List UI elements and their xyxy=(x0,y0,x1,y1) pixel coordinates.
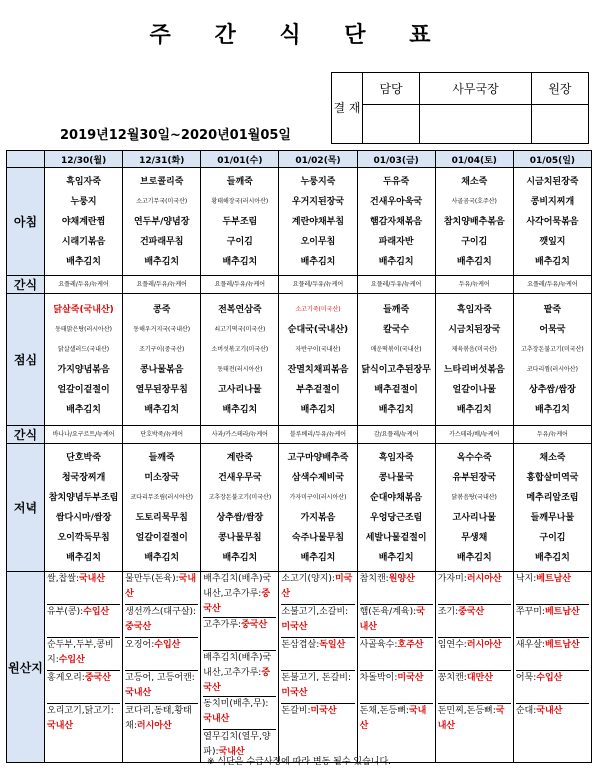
menu-item: 고사리나물 xyxy=(218,384,262,395)
menu-item: 청국장찌개 xyxy=(61,472,106,483)
menu-item: 계란죽 xyxy=(226,452,253,463)
origin-name: 사골육수: xyxy=(359,640,398,650)
menu-item: 배추김치 xyxy=(222,256,258,267)
menu-item: 메추리알조림 xyxy=(526,492,579,503)
menu-cell xyxy=(357,168,435,276)
origin-name: 쭈꾸미: xyxy=(515,607,545,617)
origin-country: 대만산 xyxy=(466,673,493,683)
approval-role: 담당 xyxy=(363,73,420,105)
snack-cell: 블루베리/두유/뉴케어 xyxy=(279,426,357,444)
origin-name: 고등어, 고등어캔: xyxy=(125,673,195,683)
menu-item: 두유죽 xyxy=(383,176,410,187)
menu-item: 동태전(러시아산) xyxy=(217,365,263,373)
origin-name: 낙지: xyxy=(515,574,537,584)
origin-item xyxy=(281,572,354,605)
origin-name: 돈불고기, 돈갈비: xyxy=(281,673,352,683)
menu-item: 배추김치 xyxy=(222,404,258,415)
menu-item: 고추장돈불고기(미국산) xyxy=(208,493,272,501)
origin-country: 국내산 xyxy=(536,706,563,716)
origin-country: 러시아산 xyxy=(136,721,172,731)
origin-cell xyxy=(435,572,513,763)
approval-label: 결 재 xyxy=(332,73,363,144)
menu-item: 콩나물국 xyxy=(378,472,414,483)
menu-item: 상추쌈/쌈장 xyxy=(216,512,264,523)
menu-item: 조기구이(중국산) xyxy=(139,345,185,353)
menu-item: 동태맑은탕(러시아산) xyxy=(55,325,112,333)
origin-country: 수입산 xyxy=(83,607,110,617)
menu-item: 가지볶음 xyxy=(300,512,336,523)
menu-item: 우거지된장국 xyxy=(291,196,345,207)
menu-item: 우엉당근조림 xyxy=(370,512,423,523)
origin-name: 돈채,돈등뼈: xyxy=(359,706,409,716)
menu-item: 채소죽 xyxy=(539,452,566,463)
menu-item: 쇠고기떡국(미국산) xyxy=(214,325,266,333)
menu-item: 배추김치 xyxy=(222,552,258,563)
origin-cell xyxy=(279,572,357,763)
page-title: 주 간 식 단 표 xyxy=(149,23,449,48)
menu-item: 누룽지죽 xyxy=(300,176,336,187)
origin-name: 열무김치(열무,양파): xyxy=(203,732,271,757)
menu-cell xyxy=(45,168,123,276)
origin-item xyxy=(203,572,276,618)
menu-item: 홍합살미역국 xyxy=(526,472,579,483)
origin-item xyxy=(203,618,276,651)
origin-item xyxy=(438,671,511,704)
menu-item: 배추김치 xyxy=(144,404,180,415)
origin-name: 임연수: xyxy=(437,640,467,650)
origin-country: 베트남산 xyxy=(544,640,580,650)
snack-cell: 요플레/두유/뉴케어 xyxy=(201,276,279,294)
menu-item: 순대국(국내산) xyxy=(287,324,349,335)
origin-name: 돈갈비: xyxy=(281,706,311,716)
origin-name: 홍게오리: xyxy=(47,673,85,683)
origin-name: 가자미: xyxy=(437,574,467,584)
menu-item: 미소장국 xyxy=(144,472,180,483)
row-label-breakfast: 아침 xyxy=(7,168,45,276)
menu-item: 상추쌈/쌈장 xyxy=(529,384,576,395)
day-header: 12/31(화) xyxy=(123,151,201,168)
menu-item: 전복연삼죽 xyxy=(218,304,262,315)
origin-name: 순대: xyxy=(515,706,537,716)
menu-item: 오이무침 xyxy=(300,236,336,247)
menu-cell xyxy=(435,444,513,572)
menu-item: 햄감자채볶음 xyxy=(370,216,423,227)
origin-name: 햄(돈육/계육): xyxy=(359,607,417,617)
menu-item: 시래기볶음 xyxy=(61,236,106,247)
origin-name: 조기: xyxy=(437,607,459,617)
menu-item: 배추김치 xyxy=(300,256,336,267)
menu-item: 얼갈이나물 xyxy=(452,384,497,395)
menu-item: 가자미구이(러시아산) xyxy=(289,493,347,501)
menu-item: 고구마양배추죽 xyxy=(287,452,349,463)
origin-name: 배추김치(배추)국내산,고추가루: xyxy=(203,574,272,599)
origin-item xyxy=(360,605,433,638)
origin-item xyxy=(125,704,198,736)
menu-item: 건파래무침 xyxy=(139,236,184,247)
menu-cell xyxy=(435,294,513,426)
menu-item: 코다리찜(러시아산) xyxy=(526,365,578,373)
origin-country: 미국산 xyxy=(281,574,353,599)
snack-cell: 바나나/요구르트/뉴케어 xyxy=(45,426,123,444)
origin-item xyxy=(203,651,276,697)
menu-cell xyxy=(45,444,123,572)
origin-country: 국내산 xyxy=(125,574,197,599)
origin-item xyxy=(281,671,354,704)
origin-country: 국내산 xyxy=(359,607,425,632)
menu-item: 두부조림 xyxy=(222,216,258,227)
menu-cell xyxy=(513,294,591,426)
origin-item xyxy=(125,605,198,638)
menu-item: 흑임자죽 xyxy=(66,176,101,187)
menu-item: 시금치된장죽 xyxy=(526,176,579,187)
origin-name: 꽁치캔: xyxy=(437,673,467,683)
snack-cell: 요플레/두유/뉴케어 xyxy=(279,276,357,294)
origin-country: 국내산 xyxy=(203,714,230,724)
origin-item xyxy=(360,638,433,671)
origin-item xyxy=(516,638,589,671)
menu-cell xyxy=(123,444,201,572)
origin-name: 배추김치(배추)국내산,고추가루: xyxy=(203,653,272,678)
menu-item: 사골곰국(호주산) xyxy=(451,197,497,205)
day-header: 12/30(월) xyxy=(45,151,123,168)
origin-name: 순두부,두부,콩비지: xyxy=(47,640,114,665)
menu-item: 건새우무국 xyxy=(218,472,262,483)
origin-cell xyxy=(201,572,279,763)
origin-country: 국내산 xyxy=(437,706,505,731)
menu-item: 자반구이(국내산) xyxy=(295,345,341,353)
origin-item xyxy=(438,704,511,736)
origin-item xyxy=(281,704,354,736)
menu-item: 배추김치 xyxy=(66,256,101,267)
origin-item xyxy=(125,638,198,671)
menu-item: 구이김 xyxy=(461,236,488,247)
approval-sign-cell[interactable] xyxy=(363,105,420,144)
menu-item: 부추겉절이 xyxy=(296,384,340,395)
origin-name: 물만두(돈육): xyxy=(125,574,179,584)
origin-country: 미국산 xyxy=(281,688,308,698)
menu-item: 구이김 xyxy=(539,532,566,543)
menu-item: 들깨무나물 xyxy=(530,512,575,523)
origin-country: 독일산 xyxy=(319,640,346,650)
menu-item: 배추김치 xyxy=(456,552,492,563)
origin-country: 중국산 xyxy=(203,668,271,693)
menu-item: 무생채 xyxy=(461,532,488,543)
footnote: ※ 식단은 수급사정에 따라 변동 될수 있습니다. xyxy=(206,757,392,767)
menu-item: 유부된장국 xyxy=(452,472,497,483)
menu-cell xyxy=(123,168,201,276)
origin-country: 중국산 xyxy=(241,620,268,630)
menu-cell xyxy=(123,294,201,426)
menu-cell xyxy=(45,294,123,426)
origin-item xyxy=(203,697,276,730)
menu-item: 느타리버섯볶음 xyxy=(443,364,505,375)
menu-item: 배추김치 xyxy=(378,256,414,267)
origin-country: 국내산 xyxy=(218,747,245,757)
menu-item: 야채계란찜 xyxy=(61,216,106,227)
approval-sign-cell[interactable] xyxy=(420,105,532,144)
menu-table xyxy=(6,150,592,763)
day-header: 01/04(토) xyxy=(435,151,513,168)
menu-item: 누룽지 xyxy=(70,196,97,207)
origin-item xyxy=(438,572,511,605)
approval-role: 사무국장 xyxy=(420,73,532,105)
menu-item: 닭볶음탕(국내산) xyxy=(451,493,497,501)
origin-country: 수입산 xyxy=(536,673,563,683)
origin-country: 국내산 xyxy=(78,574,106,584)
menu-item: 도토리묵무침 xyxy=(135,512,188,523)
origin-name: 돈삼겹살: xyxy=(281,640,320,650)
origin-country: 베트남산 xyxy=(544,607,580,617)
menu-item: 배추김치 xyxy=(456,256,492,267)
menu-item: 고사리나물 xyxy=(452,512,497,523)
day-header: 01/05(일) xyxy=(513,151,591,168)
origin-item xyxy=(516,605,589,638)
origin-country: 중국산 xyxy=(458,607,485,617)
menu-cell xyxy=(201,168,279,276)
menu-item: 배추김치 xyxy=(144,552,180,563)
origin-country: 베트남산 xyxy=(536,574,572,584)
day-header: 01/02(목) xyxy=(279,151,357,168)
snack-cell: 요플레/두유/뉴케어 xyxy=(123,276,201,294)
menu-item: 배추김치 xyxy=(535,552,570,563)
row-label-snack: 간식 xyxy=(7,426,45,444)
approval-role: 원장 xyxy=(531,73,588,105)
origin-country: 미국산 xyxy=(397,673,424,683)
menu-cell xyxy=(279,294,357,426)
menu-item: 들깨죽 xyxy=(383,304,410,315)
origin-country: 중국산 xyxy=(125,622,152,632)
origin-name: 생선까스(대구살): xyxy=(125,607,197,617)
menu-cell xyxy=(279,444,357,572)
origin-name: 차돌박이: xyxy=(359,673,398,683)
approval-box xyxy=(331,72,589,144)
origin-item xyxy=(281,638,354,671)
row-label-lunch: 점심 xyxy=(7,294,45,426)
snack-cell: 사과/카스테라/뉴케어 xyxy=(201,426,279,444)
snack-cell: 두유/뉴케어 xyxy=(435,276,513,294)
menu-item: 건새우아욱국 xyxy=(370,196,423,207)
origin-item xyxy=(516,704,589,736)
origin-country: 국내산 xyxy=(125,688,152,698)
menu-cell xyxy=(513,168,591,276)
menu-item: 배추김치 xyxy=(300,404,336,415)
menu-item: 계란야채부침 xyxy=(291,216,345,227)
snack-cell: 요플레/두유/뉴케어 xyxy=(45,276,123,294)
approval-sign-cell[interactable] xyxy=(531,105,588,144)
origin-country: 러시아산 xyxy=(466,574,502,584)
day-header: 01/01(수) xyxy=(201,151,279,168)
origin-country: 수입산 xyxy=(58,655,85,665)
origin-item xyxy=(438,605,511,638)
menu-item: 흑임자죽 xyxy=(378,452,414,463)
menu-item: 배추김치 xyxy=(535,404,570,415)
origin-cell xyxy=(45,572,123,763)
origin-item xyxy=(516,671,589,704)
menu-item: 배추김치 xyxy=(144,256,180,267)
snack-cell: 요플레/두유/뉴케어 xyxy=(357,276,435,294)
row-label-origin: 원산지 xyxy=(7,572,45,763)
menu-item: 쌈다시마/쌈장 xyxy=(55,512,112,523)
menu-item: 가지양념볶음 xyxy=(57,364,110,375)
origin-item xyxy=(438,638,511,671)
menu-item: 배추김치 xyxy=(378,404,414,415)
origin-item xyxy=(47,671,120,704)
menu-item: 콩죽 xyxy=(153,304,171,315)
origin-cell xyxy=(357,572,435,763)
menu-item: 콩나물볶음 xyxy=(139,364,184,375)
menu-item: 단호박죽 xyxy=(66,452,101,463)
origin-name: 쌀,찹쌀: xyxy=(47,574,79,584)
origin-name: 새우살: xyxy=(515,640,545,650)
snack-cell: 요플레/두유/뉴케어 xyxy=(513,276,591,294)
menu-cell xyxy=(357,294,435,426)
menu-item: 구이김 xyxy=(226,236,253,247)
corner-cell xyxy=(7,151,45,168)
menu-item: 열무된장무침 xyxy=(135,384,188,395)
menu-item: 코다리무조림(러시아산) xyxy=(130,493,194,501)
origin-name: 고추가루: xyxy=(203,620,242,630)
menu-item: 얼갈이겉절이 xyxy=(57,384,110,395)
menu-item: 깻잎지 xyxy=(539,236,566,247)
origin-name: 소고기(양지): xyxy=(281,574,335,584)
menu-item: 옥수수죽 xyxy=(456,452,492,463)
menu-item: 브로콜리죽 xyxy=(139,176,184,187)
menu-item: 팥죽 xyxy=(543,304,562,315)
menu-item: 소고기죽(미국산) xyxy=(295,305,341,313)
origin-item xyxy=(47,572,120,605)
menu-item: 배추김치 xyxy=(378,552,414,563)
origin-name: 참치캔: xyxy=(359,574,389,584)
origin-name: 유부(콩): xyxy=(47,607,84,617)
origin-name: 동치미(배추,무): xyxy=(203,699,269,709)
snack-cell: 감/요플레/뉴케어 xyxy=(357,426,435,444)
menu-item: 소고기무국(미국산) xyxy=(136,197,188,205)
origin-name: 돈민찌,돈등뼈: xyxy=(437,706,496,716)
origin-country: 러시아산 xyxy=(466,640,502,650)
menu-item: 배추김치 xyxy=(300,552,336,563)
origin-country: 국내산 xyxy=(359,706,427,731)
menu-item: 닭살샐러드(국내산) xyxy=(58,345,110,353)
menu-item: 배추겉절이 xyxy=(374,384,418,395)
menu-item: 얼갈이겉절이 xyxy=(135,532,188,543)
menu-item: 닭식이고추된장무 xyxy=(361,364,431,375)
day-header: 01/03(금) xyxy=(357,151,435,168)
origin-item xyxy=(360,572,433,605)
origin-item xyxy=(47,638,120,671)
menu-item: 황태해장국(러시아산) xyxy=(211,197,269,205)
origin-item xyxy=(47,704,120,736)
menu-item: 콩나물무침 xyxy=(218,532,262,543)
menu-cell xyxy=(279,168,357,276)
origin-item xyxy=(281,605,354,638)
menu-item: 참치양념두부조림 xyxy=(48,492,119,503)
menu-item: 시금치된장국 xyxy=(448,324,501,335)
menu-item: 숙주나물무침 xyxy=(291,532,345,543)
menu-item: 배추김치 xyxy=(456,404,492,415)
row-label-dinner: 저녁 xyxy=(7,444,45,572)
menu-cell xyxy=(201,444,279,572)
menu-item: 순대야채볶음 xyxy=(370,492,423,503)
menu-item: 배추김치 xyxy=(66,404,101,415)
snack-cell: 단호박죽/뉴케어 xyxy=(123,426,201,444)
origin-name: 오징어: xyxy=(125,640,155,650)
origin-country: 중국산 xyxy=(203,589,271,614)
origin-cell xyxy=(123,572,201,763)
origin-country: 원양산 xyxy=(388,574,415,584)
menu-item: 칼국수 xyxy=(383,324,410,335)
origin-country: 수입산 xyxy=(154,640,181,650)
menu-item: 제육볶음(미국산) xyxy=(451,345,497,353)
origin-name: 오리고기,닭고기: xyxy=(47,706,114,716)
origin-item xyxy=(47,605,120,638)
menu-item: 배추김치 xyxy=(66,552,101,563)
origin-country: 국내산 xyxy=(47,721,74,731)
origin-item xyxy=(360,704,433,736)
menu-cell xyxy=(201,294,279,426)
menu-item: 채소죽 xyxy=(461,176,488,187)
origin-item xyxy=(125,572,198,605)
menu-item: 고추장돈불고기(미국산) xyxy=(521,345,584,353)
origin-name: 코다리,동태,황태채: xyxy=(125,706,192,731)
menu-item: 사각어묵볶음 xyxy=(526,216,579,227)
menu-item: 동해우거지국(국내산) xyxy=(133,325,191,333)
menu-item: 흑임자죽 xyxy=(456,304,492,315)
menu-cell xyxy=(357,444,435,572)
snack-cell: 두유/뉴케어 xyxy=(513,426,591,444)
menu-item: 매운떡볶이(국내산) xyxy=(370,345,422,353)
origin-cell xyxy=(513,572,591,763)
menu-item: 참치양배추볶음 xyxy=(443,216,505,227)
origin-name: 어묵: xyxy=(515,673,537,683)
origin-item xyxy=(360,671,433,704)
menu-item: 소버섯볶고기(미국산) xyxy=(211,345,269,353)
menu-item: 세발나물겉절이 xyxy=(365,532,427,543)
origin-item xyxy=(125,671,198,704)
menu-item: 연두부/양념장 xyxy=(133,216,190,227)
origin-country: 호주산 xyxy=(397,640,424,650)
menu-item: 콩비지찌개 xyxy=(530,196,575,207)
row-label-snack: 간식 xyxy=(7,276,45,294)
origin-item xyxy=(516,572,589,605)
menu-cell xyxy=(513,444,591,572)
origin-country: 미국산 xyxy=(310,706,337,716)
menu-item: 오이깍둑무침 xyxy=(57,532,110,543)
origin-country: 중국산 xyxy=(84,673,111,683)
snack-cell: 카스테라/배/뉴케어 xyxy=(435,426,513,444)
origin-country: 미국산 xyxy=(281,622,308,632)
menu-cell xyxy=(435,168,513,276)
menu-item: 들깨죽 xyxy=(226,176,253,187)
menu-item: 들깨죽 xyxy=(148,452,175,463)
menu-item: 배추김치 xyxy=(535,256,570,267)
menu-item: 삼색수제비국 xyxy=(291,472,345,483)
menu-item: 닭살죽(국내산) xyxy=(53,304,114,315)
menu-item: 잔멸치채피볶음 xyxy=(287,364,349,375)
menu-item: 파래자반 xyxy=(378,236,414,247)
menu-item: 어묵국 xyxy=(539,324,566,335)
origin-name: 소불고기,소갈비: xyxy=(281,607,349,617)
date-range: 2019년12월30일~2020년01월05일 xyxy=(60,128,291,143)
